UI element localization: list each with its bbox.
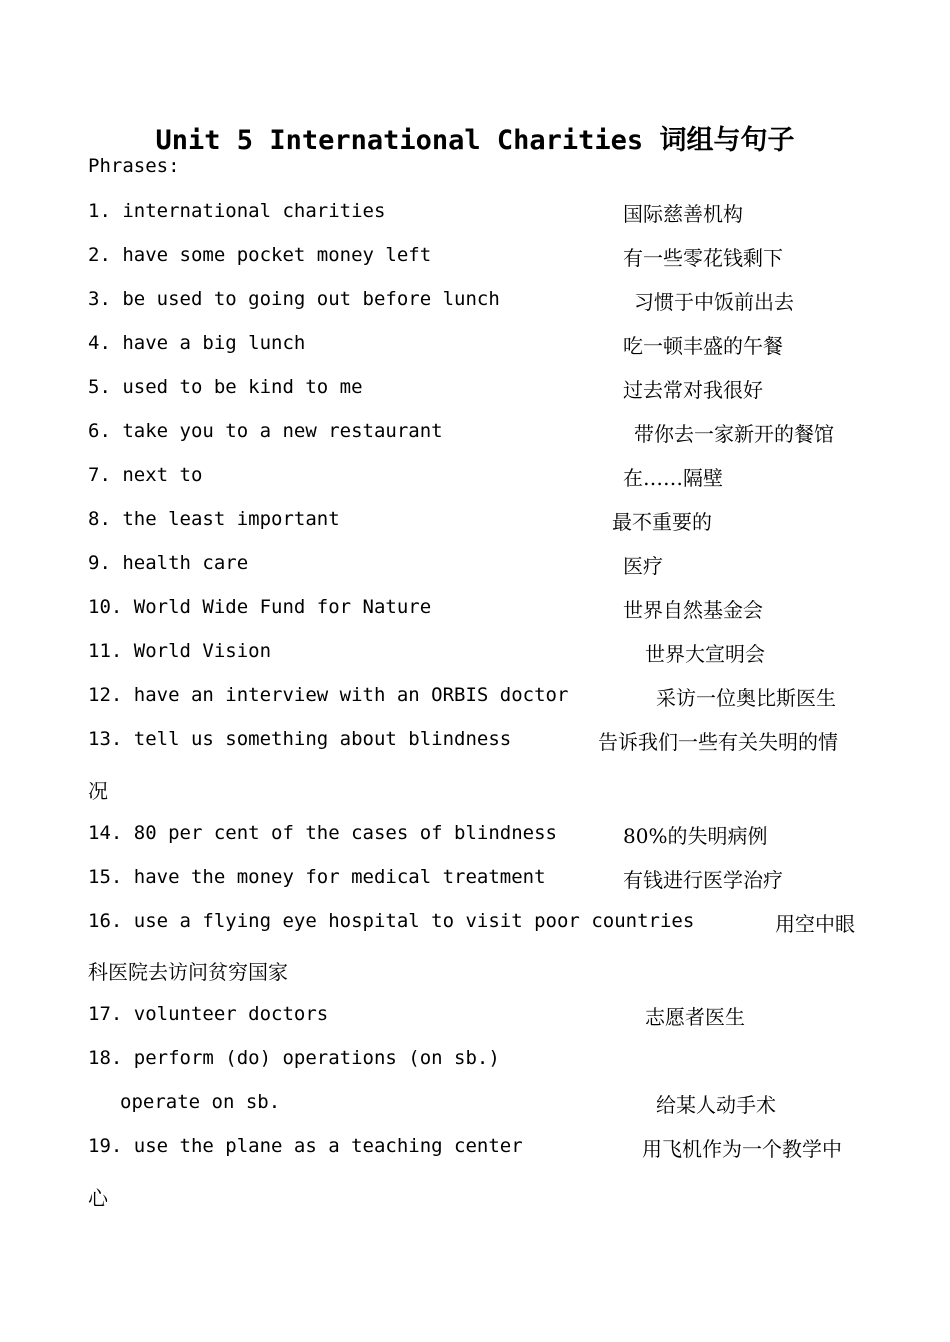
phrase-chinese: 用空中眼 <box>775 912 855 936</box>
phrase-english-alternate: operate on sb. <box>120 1091 281 1113</box>
phrase-chinese: 习惯于中饭前出去 <box>634 290 794 314</box>
phrase-english: 3. be used to going out before lunch <box>88 288 500 310</box>
page-title: Unit 5 International Charities 词组与句子 <box>155 125 795 156</box>
phrase-chinese: 用飞机作为一个教学中 <box>642 1137 842 1161</box>
phrase-chinese-continued: 心 <box>88 1186 108 1210</box>
phrase-chinese: 采访一位奥比斯医生 <box>656 686 836 710</box>
phrase-english: 7. next to <box>88 464 203 486</box>
phrase-chinese-continued: 况 <box>88 779 108 803</box>
phrase-english: 11. World Vision <box>88 640 272 662</box>
phrase-english: 14. 80 per cent of the cases of blindness <box>88 822 557 844</box>
phrase-chinese: 世界大宣明会 <box>645 642 765 666</box>
phrase-chinese: 吃一顿丰盛的午餐 <box>623 334 783 358</box>
phrase-chinese: 80%的失明病例 <box>623 824 768 848</box>
phrase-english: 6. take you to a new restaurant <box>88 420 443 442</box>
phrase-english: 13. tell us something about blindness <box>88 728 512 750</box>
phrase-chinese: 最不重要的 <box>612 510 712 534</box>
phrase-chinese: 世界自然基金会 <box>623 598 763 622</box>
phrase-chinese: 过去常对我很好 <box>623 378 763 402</box>
phrase-english: 8. the least important <box>88 508 340 530</box>
phrase-english: 16. use a flying eye hospital to visit poor countries <box>88 910 695 932</box>
phrase-chinese: 国际慈善机构 <box>623 202 743 226</box>
phrase-chinese: 有钱进行医学治疗 <box>623 868 783 892</box>
section-heading: Phrases: <box>88 155 180 177</box>
phrase-english: 9. health care <box>88 552 249 574</box>
phrase-english: 15. have the money for medical treatment <box>88 866 546 888</box>
phrase-chinese: 告诉我们一些有关失明的情 <box>598 730 838 754</box>
phrase-chinese: 给某人动手术 <box>656 1093 776 1117</box>
phrase-english: 4. have a big lunch <box>88 332 306 354</box>
phrase-english: 19. use the plane as a teaching center <box>88 1135 523 1157</box>
phrase-english: 17. volunteer doctors <box>88 1003 329 1025</box>
phrase-chinese: 医疗 <box>623 554 663 578</box>
phrase-english: 5. used to be kind to me <box>88 376 363 398</box>
phrase-english: 1. international charities <box>88 200 386 222</box>
phrase-english: 10. World Wide Fund for Nature <box>88 596 432 618</box>
phrase-chinese: 带你去一家新开的餐馆 <box>634 422 834 446</box>
phrase-chinese: 在……隔壁 <box>623 466 723 490</box>
phrase-chinese: 志愿者医生 <box>645 1005 745 1029</box>
phrase-english: 18. perform (do) operations (on sb.) <box>88 1047 500 1069</box>
phrase-english: 12. have an interview with an ORBIS doctor <box>88 684 569 706</box>
phrase-chinese: 有一些零花钱剩下 <box>623 246 783 270</box>
phrase-chinese-continued: 科医院去访问贫穷国家 <box>88 960 288 984</box>
phrase-english: 2. have some pocket money left <box>88 244 432 266</box>
